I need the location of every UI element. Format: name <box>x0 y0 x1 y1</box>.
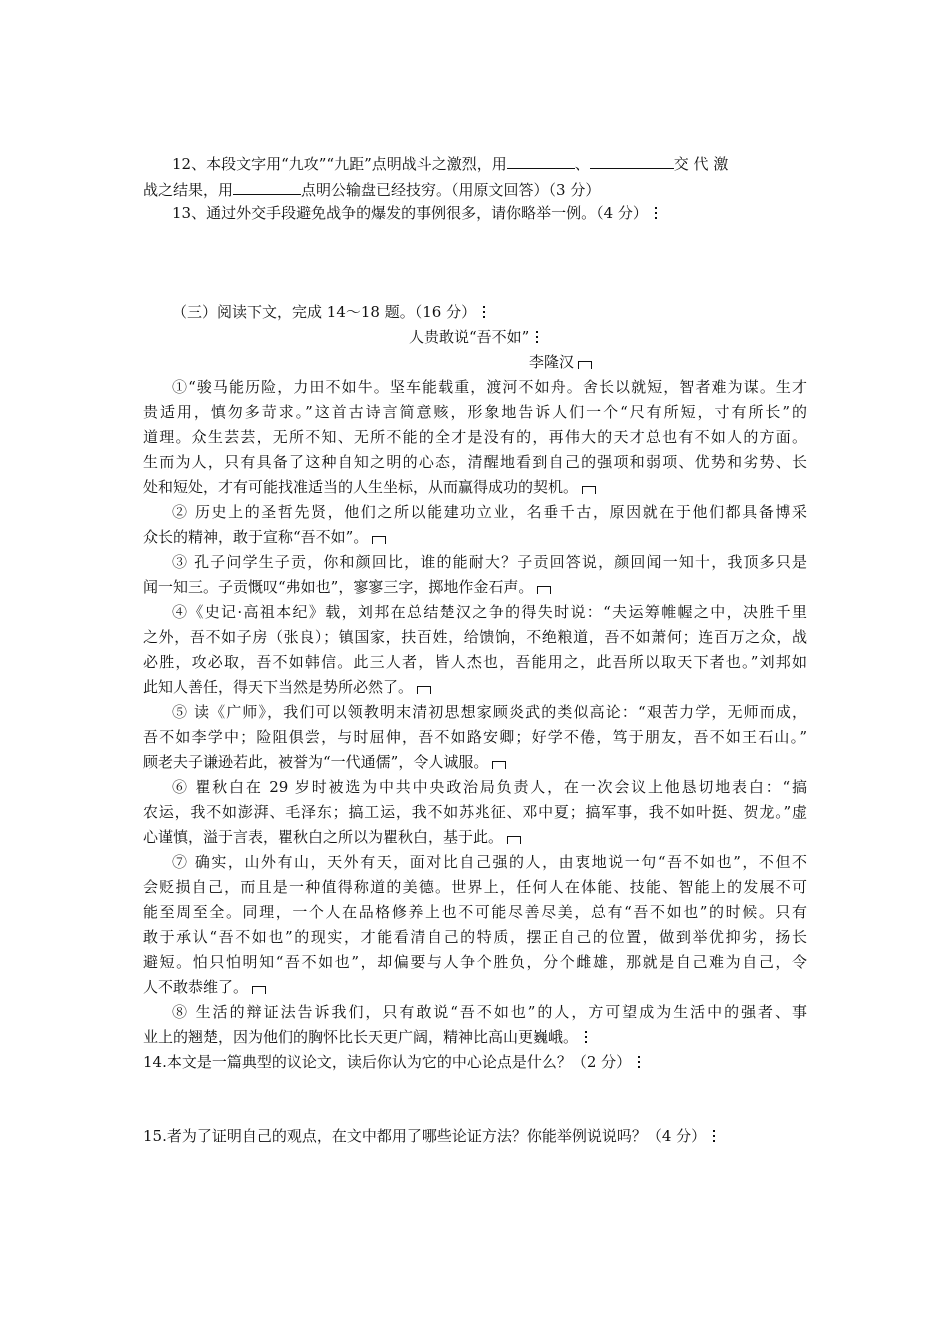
paragraph-1-line-3: 道理。众生芸芸，无所不知、无所不能的全才是没有的，再伟大的天才总也有不如人的方面。 <box>143 428 807 446</box>
paragraph-1-line-4: 生而为人，只有具备了这种自知之明的心态，清醒地看到自己的强项和弱项、优势和劣势、长 <box>143 453 807 471</box>
paragraph-1-line-2: 贵适用，慎勿多苛求。”这首古诗言简意赅，形象地告诉人们一个“尺有所短，寸有所长”的 <box>143 403 807 421</box>
paragraph-7-line-6 <box>143 977 266 997</box>
paragraph-5-line-3 <box>143 752 506 772</box>
paragraph-mark-icon <box>482 305 486 319</box>
question-15-text: 15.者为了证明自己的观点，在文中都用了哪些论证方法？你能举例说说吗？（4 分） <box>143 1127 707 1145</box>
question-13-text: 13、通过外交手段避免战争的爆发的事例很多，请你略举一例。（4 分） <box>172 204 648 222</box>
paragraph-1-line-1: ①“骏马能历险，力田不如牛。坚车能载重，渡河不如舟。舍长以就短，智者难为谋。生才 <box>172 378 807 396</box>
paragraph-1-line-5 <box>143 477 596 497</box>
section-3-heading <box>172 302 486 322</box>
paragraph-3-line-2-text: 闻一知三。子贡慨叹“弗如也”，寥寥三字，掷地作金石声。 <box>143 578 534 596</box>
line-break-mark-icon <box>507 836 521 844</box>
paragraph-5-line-1: ⑤ 读《广师》，我们可以领教明末清初思想家顾炎武的类似高论：“艰苦力学，无师而成， <box>172 703 807 721</box>
paragraph-1-line-5-text: 处和短处，才有可能找准适当的人生坐标，从而赢得成功的契机。 <box>143 478 579 496</box>
paragraph-7-line-5: 避短。怕只怕明知“吾不如也”，却偏要与人争个胜负，分个雌雄，那就是自己难为自己，令 <box>143 953 807 971</box>
question-12-text-b: 交 代 激 <box>673 155 729 173</box>
question-12-line-1 <box>172 152 728 174</box>
question-12-text-d: 点明公输盘已经技穷。（用原文回答）（3 分） <box>301 181 601 199</box>
paragraph-7-line-4: 敢于承认“吾不如也”的现实，才能看清自己的特质，摆正自己的位置，做到举优抑劣，扬长 <box>143 928 807 946</box>
paragraph-2-line-2 <box>143 527 386 547</box>
line-break-mark-icon <box>582 486 596 494</box>
line-break-mark-icon <box>578 361 592 369</box>
paragraph-5-line-2: 吾不如李学中；险阻俱尝，与时屈伸，吾不如路安卿；好学不倦，笃于朋友，吾不如王石山。” <box>143 728 807 746</box>
separator: 、 <box>574 155 590 173</box>
paragraph-4-line-4-text: 此知人善任，得天下当然是势所必然了。 <box>143 678 414 696</box>
question-13 <box>172 203 658 223</box>
paragraph-8-line-2-text: 业上的翘楚，因为他们的胸怀比长天更广阔，精神比高山更巍峨。 <box>143 1028 579 1046</box>
line-break-mark-icon <box>252 986 266 994</box>
line-break-mark-icon <box>492 761 506 769</box>
paragraph-6-line-2: 农运，我不如澎湃、毛泽东；搞工运，我不如苏兆征、邓中夏；搞军事，我不如叶挺、贺龙。”虚 <box>143 803 807 821</box>
paragraph-mark-icon <box>637 1055 641 1069</box>
question-12-line-2 <box>143 178 600 200</box>
paragraph-8-line-2 <box>143 1027 588 1047</box>
answer-blank-1[interactable] <box>507 152 575 169</box>
paragraph-5-line-3-text: 顾老夫子谦逊若此，被誉为“一代通儒”，令人诚服。 <box>143 753 489 771</box>
article-author-text: 李隆汉 <box>529 353 575 371</box>
paragraph-4-line-2: 之外，吾不如子房（张良）；镇国家，扶百姓，给馈饷，不绝粮道，吾不如萧何；连百万之众，战 <box>143 628 807 646</box>
question-14 <box>143 1052 641 1072</box>
paragraph-8-line-1: ⑧ 生活的辩证法告诉我们，只有敢说“吾不如也”的人，方可望成为生活中的强者、事 <box>172 1003 807 1021</box>
paragraph-mark-icon <box>584 1030 588 1044</box>
question-12-text-c: 战之结果，用 <box>143 181 234 199</box>
paragraph-4-line-4 <box>143 677 431 697</box>
paragraph-3-line-2 <box>143 577 551 597</box>
question-14-text: 14.本文是一篇典型的议论文，读后你认为它的中心论点是什么？（2 分） <box>143 1053 632 1071</box>
paragraph-6-line-1: ⑥ 瞿秋白在 29 岁时被选为中共中央政治局负责人，在一次会议上他恳切地表白：“搞 <box>172 778 807 796</box>
paragraph-4-line-3: 必胜，攻必取，吾不如韩信。此三人者，皆人杰也，吾能用之，此吾所以取天下者也。”刘邦如 <box>143 653 807 671</box>
line-break-mark-icon <box>372 536 386 544</box>
paragraph-mark-icon <box>654 206 658 220</box>
line-break-mark-icon <box>537 586 551 594</box>
answer-blank-2[interactable] <box>590 152 674 169</box>
paragraph-3-line-1: ③ 孔子问学生子贡，你和颜回比，谁的能耐大？子贡回答说，颜回闻一知十，我顶多只是 <box>172 553 807 571</box>
paragraph-6-line-3-text: 心谨慎，溢于言表，瞿秋白之所以为瞿秋白，基于此。 <box>143 828 504 846</box>
section-3-heading-text: （三）阅读下文，完成 14～18 题。（16 分） <box>172 303 477 321</box>
article-author <box>529 352 592 372</box>
line-break-mark-icon <box>417 686 431 694</box>
paragraph-7-line-2: 会贬损自己，而且是一种值得称道的美德。世界上，任何人在体能、技能、智能上的发展不可 <box>143 878 807 896</box>
paragraph-2-line-2-text: 众长的精神，敢于宣称“吾不如”。 <box>143 528 369 546</box>
question-12-text-a: 12、本段文字用“九攻”“九距”点明战斗之激烈，用 <box>172 155 507 173</box>
answer-blank-3[interactable] <box>233 178 301 195</box>
paragraph-2-line-1: ② 历史上的圣哲先贤，他们之所以能建功立业，名垂千古，原因就在于他们都具备博采 <box>172 503 807 521</box>
paragraph-7-line-3: 能至周至全。同理，一个人在品格修养上也不可能尽善尽美，总有“吾不如也”的时候。只有 <box>143 903 807 921</box>
paragraph-7-line-6-text: 人不敢恭维了。 <box>143 978 249 996</box>
paragraph-6-line-3 <box>143 827 521 847</box>
paragraph-4-line-1: ④《史记·高祖本纪》载，刘邦在总结楚汉之争的得失时说：“夫运筹帷幄之中，决胜千里 <box>172 603 807 621</box>
paragraph-mark-icon <box>535 330 539 344</box>
paragraph-7-line-1: ⑦ 确实，山外有山，天外有天，面对比自己强的人，由衷地说一句“吾不如也”，不但不 <box>172 853 807 871</box>
article-title-text: 人贵敢说“吾不如” <box>409 328 530 346</box>
question-15 <box>143 1126 716 1146</box>
paragraph-mark-icon <box>712 1129 716 1143</box>
article-title <box>409 327 539 347</box>
